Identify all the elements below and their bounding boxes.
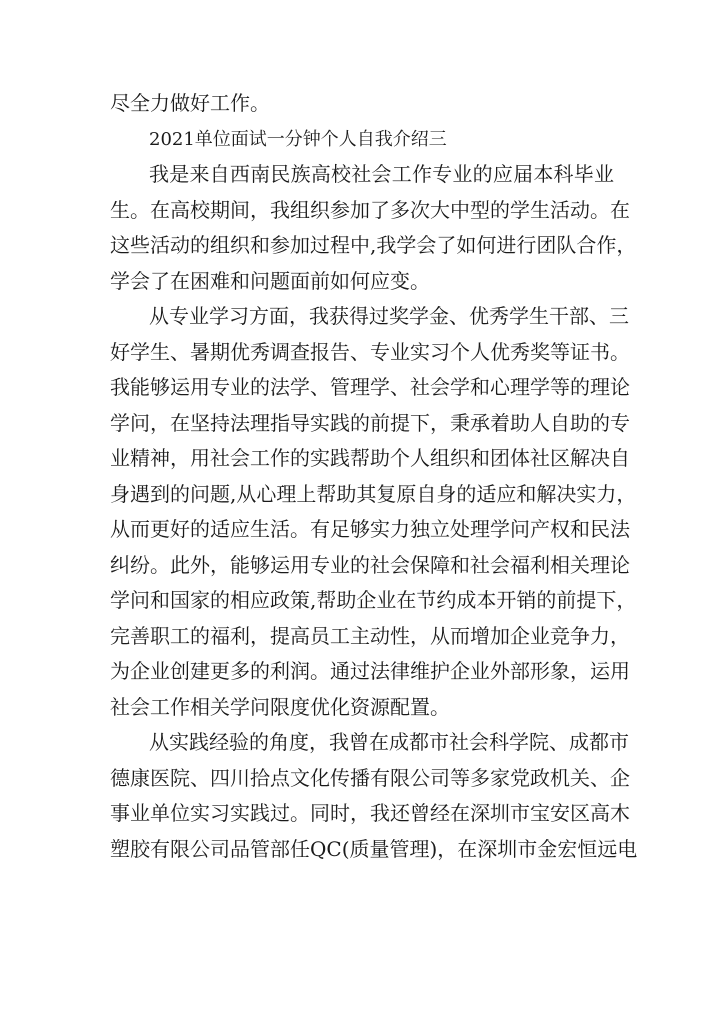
text-line: 好学生、暑期优秀调查报告、专业实习个人优秀奖等证书。 <box>110 339 630 364</box>
text-line: 我是来自西南民族高校社会工作专业的应届本科毕业 <box>149 162 614 186</box>
text-line: 身遇到的问题,从心理上帮助其复原自身的适应和解决实力， <box>110 481 637 506</box>
text-line: 塑胶有限公司品管部任QC(质量管理)，在深圳市金宏恒远电 <box>110 836 638 861</box>
text-line: 从而更好的适应生活。有足够实力独立处理学问产权和民法 <box>110 517 630 541</box>
text-line: 学问，在坚持法理指导实践的前提下，秉承着助人自助的专 <box>110 410 630 435</box>
section-heading: 2021单位面试一分钟个人自我介绍三 <box>149 128 447 150</box>
text-line: 完善职工的福利，提高员工主动性，从而增加企业竞争力， <box>110 623 630 648</box>
text-line: 我能够运用专业的法学、管理学、社会学和心理学等的理论 <box>110 375 630 399</box>
text-line: 纠纷。此外，能够运用专业的社会保障和社会福利相关理论 <box>110 552 630 577</box>
text-line: 社会工作相关学问限度优化资源配置。 <box>110 694 450 719</box>
text-line: 德康医院、四川拾点文化传播有限公司等多家党政机关、企 <box>110 765 630 790</box>
text-line: 尽全力做好工作。 <box>110 91 270 115</box>
text-line: 业精神，用社会工作的实践帮助个人组织和团体社区解决自 <box>110 446 630 470</box>
text-line: 从实践经验的角度，我曾在成都市社会科学院、成都市 <box>149 730 629 754</box>
text-line: 学会了在困难和问题面前如何应变。 <box>110 268 430 293</box>
text-line: 这些活动的组织和参加过程中,我学会了如何进行团队合作， <box>110 233 637 257</box>
text-line: 事业单位实习实践过。同时，我还曾经在深圳市宝安区高木 <box>110 801 630 825</box>
text-line: 生。在高校期间，我组织参加了多次大中型的学生活动。在 <box>110 197 630 222</box>
text-line: 学问和国家的相应政策,帮助企业在节约成本开销的前提下， <box>110 588 637 612</box>
text-line: 为企业创建更多的利润。通过法律维护企业外部形象，运用 <box>110 659 630 683</box>
text-line: 从专业学习方面，我获得过奖学金、优秀学生干部、三 <box>149 304 629 328</box>
document-body <box>110 86 638 867</box>
